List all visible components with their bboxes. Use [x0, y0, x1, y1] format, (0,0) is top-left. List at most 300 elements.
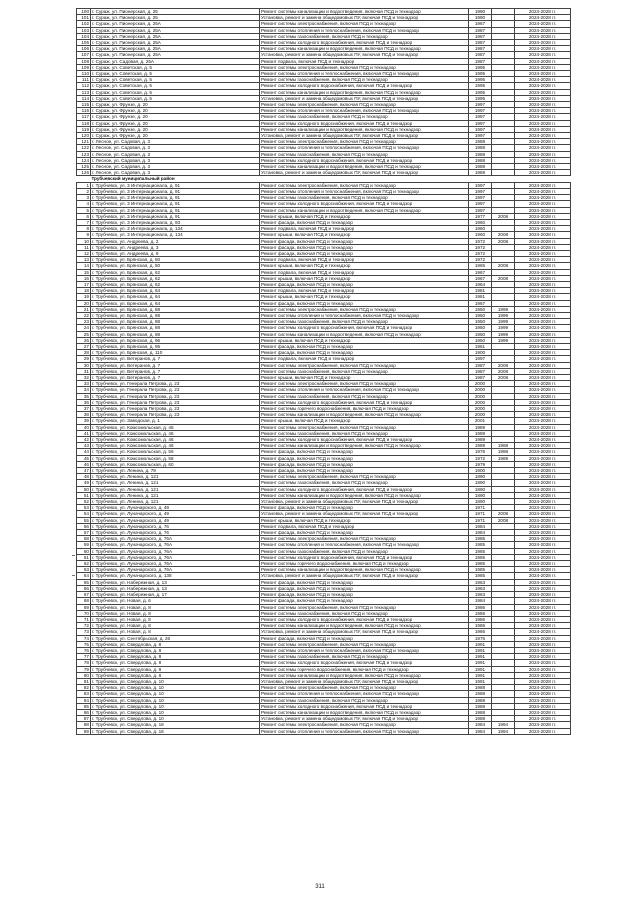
- row-number: 30: [77, 362, 91, 368]
- planned-period-cell: 2024-2028 гг.: [515, 275, 571, 281]
- row-number: 70: [77, 610, 91, 616]
- build-year-cell: 1972: [469, 238, 492, 244]
- build-year-cell: 1984: [469, 598, 492, 604]
- address-cell: г. Трубчевск, ул. Генерала Петрова, д. 23: [91, 393, 260, 399]
- planned-period-cell: 2024-2028 гг.: [515, 238, 571, 244]
- work-type-cell: Ремонт системы канализации и водоотведения, включая ПСД и технадзор: [260, 46, 469, 52]
- address-cell: г. Трубчевск, ул. 3 Интернационала, д. 91: [91, 213, 260, 219]
- build-year-cell: 1985: [469, 561, 492, 567]
- address-cell: г. Сураж, ул. Фрунзе, д. 20: [91, 126, 260, 132]
- schedule-table: [76, 8, 571, 735]
- planned-period-cell: 2024-2028 гг.: [515, 337, 571, 343]
- planned-period-cell: 2024-2028 гг.: [515, 269, 571, 275]
- planned-period-cell: 2024-2028 гг.: [515, 164, 571, 170]
- planned-period-cell: 2024-2028 гг.: [515, 64, 571, 70]
- row-number: 12: [77, 250, 91, 256]
- build-year-cell: 1971: [469, 505, 492, 511]
- work-type-cell: Установка, ремонт и замена общедомовых ПУ, включая ПСД и технадзор: [260, 52, 469, 58]
- address-cell: г. Трубчевск, ул. Свердлова, д. 18: [91, 728, 260, 734]
- row-number: 1: [77, 182, 91, 188]
- planned-period-cell: 2024-2028 гг.: [515, 58, 571, 64]
- work-type-cell: Ремонт системы газоснабжения, включая ПСД и технадзор: [260, 697, 469, 703]
- row-number: 103: [77, 27, 91, 33]
- address-cell: г. Трубчевск, ул. Комсомольская, д. 46: [91, 443, 260, 449]
- build-year-cell: 1964: [469, 281, 492, 287]
- address-cell: г. Трубчевск, ул. Генерала Петрова, д. 23: [91, 412, 260, 418]
- address-cell: г. Сураж, ул. Пионерская, д. 25: [91, 15, 260, 21]
- build-year-cell: 1988: [469, 703, 492, 709]
- planned-period-cell: 2024-2028 гг.: [515, 703, 571, 709]
- address-cell: г. Трубчевск, ул. 3 Интернационала, д. 93: [91, 219, 260, 225]
- build-year-cell: 1991: [469, 666, 492, 672]
- planned-period-cell: 2024-2028 гг.: [515, 660, 571, 666]
- planned-period-cell: 2024-2028 гг.: [515, 728, 571, 734]
- last-repair-year-cell: 2008: [492, 263, 515, 269]
- address-cell: г. Трубчевск, ул. Андреева, д. 9: [91, 250, 260, 256]
- row-number: 66: [77, 585, 91, 591]
- planned-period-cell: 2024-2028 гг.: [515, 21, 571, 27]
- work-type-cell: Ремонт системы электроснабжения, включая ПСД и технадзор: [260, 604, 469, 610]
- address-cell: г. Трубчевск, ул. Новая, д. 8: [91, 616, 260, 622]
- planned-period-cell: 2024-2028 гг.: [515, 102, 571, 108]
- work-type-cell: Ремонт системы отопления и теплоснабжения, включая ПСД и технадзор: [260, 145, 469, 151]
- row-number: 54: [77, 511, 91, 517]
- row-number: 65: [77, 579, 91, 585]
- work-type-cell: Ремонт фасада, включая ПСД и технадзор: [260, 449, 469, 455]
- address-cell: г. Трубчевск, ул. 3 Интернационала, д. 91: [91, 188, 260, 194]
- build-year-cell: 1987: [469, 374, 492, 380]
- address-cell: г. Трубчевск, ул. Комсомольская, д. 46: [91, 437, 260, 443]
- planned-period-cell: 2024-2028 гг.: [515, 201, 571, 207]
- row-number: 69: [77, 604, 91, 610]
- work-type-cell: Ремонт системы электроснабжения, включая ПСД и технадзор: [260, 424, 469, 430]
- address-cell: г. Трубчевск, ул. Новая, д. 8: [91, 629, 260, 635]
- work-type-cell: Ремонт системы газоснабжения, включая ПСД и технадзор: [260, 151, 469, 157]
- row-number: 75: [77, 641, 91, 647]
- build-year-cell: 2001: [469, 418, 492, 424]
- work-type-cell: Ремонт системы горячего водоснабжения, включая ПСД и технадзор: [260, 406, 469, 412]
- build-year-cell: 1995: [469, 64, 492, 70]
- work-type-cell: Ремонт фасада, включая ПСД и технадзор: [260, 219, 469, 225]
- build-year-cell: 1987: [469, 368, 492, 374]
- planned-period-cell: 2024-2028 гг.: [515, 561, 571, 567]
- address-cell: г. Сураж, ул. Фрунзе, д. 20: [91, 120, 260, 126]
- work-type-cell: Ремонт крыши, включая ПСД и технадзор: [260, 294, 469, 300]
- address-cell: г. Трубчевск, ул. Генерала Петрова, д. 23: [91, 387, 260, 393]
- address-cell: г. Трубчевск, ул. Свердлова, д. 8: [91, 654, 260, 660]
- row-number: 42: [77, 437, 91, 443]
- build-year-cell: 1890: [469, 474, 492, 480]
- row-number: 11: [77, 244, 91, 250]
- margin-mark: [72, 575, 75, 576]
- planned-period-cell: 2024-2028 гг.: [515, 120, 571, 126]
- planned-period-cell: 2024-2028 гг.: [515, 468, 571, 474]
- work-type-cell: Установка, ремонт и замена общедомовых ПУ, включая ПСД и технадзор: [260, 716, 469, 722]
- row-number: 23: [77, 319, 91, 325]
- work-type-cell: Ремонт системы газоснабжения, включая ПСД и технадзор: [260, 393, 469, 399]
- work-type-cell: Ремонт крыши, включая ПСД и технадзор: [260, 263, 469, 269]
- planned-period-cell: 2024-2028 гг.: [515, 480, 571, 486]
- work-type-cell: Ремонт системы горячего водоснабжения, включая ПСД и технадзор: [260, 561, 469, 567]
- planned-period-cell: 2024-2028 гг.: [515, 381, 571, 387]
- build-year-cell: 1986: [469, 629, 492, 635]
- row-number: 126: [77, 170, 91, 176]
- planned-period-cell: 2024-2028 гг.: [515, 616, 571, 622]
- row-number: 22: [77, 312, 91, 318]
- work-type-cell: Ремонт системы холодного водоснабжения, включая ПСД и технадзор: [260, 554, 469, 560]
- work-type-cell: Ремонт системы канализации и водоотведения, включая ПСД и технадзор: [260, 126, 469, 132]
- work-type-cell: Ремонт системы отопления и теплоснабжения, включая ПСД и технадзор: [260, 188, 469, 194]
- work-type-cell: Ремонт фасада, включая ПСД и технадзор: [260, 579, 469, 585]
- address-cell: г. Трубчевск, ул. Брянская, д. 50: [91, 263, 260, 269]
- row-number: 18: [77, 288, 91, 294]
- address-cell: г. Трубчевск, ул. Брянская, д. 64: [91, 300, 260, 306]
- work-type-cell: Ремонт системы холодного водоснабжения, включая ПСД и технадзор: [260, 486, 469, 492]
- address-cell: г. Трубчевск, ул. Набережная, д. 13: [91, 579, 260, 585]
- planned-period-cell: 2024-2028 гг.: [515, 666, 571, 672]
- planned-period-cell: 2024-2028 гг.: [515, 709, 571, 715]
- planned-period-cell: 2024-2028 гг.: [515, 288, 571, 294]
- address-cell: г. Трубчевск, ул. Генерала Петрова, д. 23: [91, 381, 260, 387]
- planned-period-cell: 2024-2028 гг.: [515, 678, 571, 684]
- last-repair-year-cell: 2008: [492, 511, 515, 517]
- planned-period-cell: 2024-2028 гг.: [515, 356, 571, 362]
- planned-period-cell: 2024-2028 гг.: [515, 598, 571, 604]
- planned-period-cell: 2024-2028 гг.: [515, 188, 571, 194]
- planned-period-cell: 2024-2028 гг.: [515, 567, 571, 573]
- row-number: 53: [77, 505, 91, 511]
- build-year-cell: 1997: [469, 188, 492, 194]
- row-number: 125: [77, 164, 91, 170]
- address-cell: г. Трубчевск, ул. Ветеранов, д. 7: [91, 374, 260, 380]
- planned-period-cell: 2024-2028 гг.: [515, 71, 571, 77]
- planned-period-cell: 2024-2028 гг.: [515, 530, 571, 536]
- row-number: 31: [77, 368, 91, 374]
- build-year-cell: 1981: [469, 294, 492, 300]
- work-type-cell: Ремонт системы холодного водоснабжения, включая ПСД и технадзор: [260, 40, 469, 46]
- row-number: 119: [77, 126, 91, 132]
- row-number: 117: [77, 114, 91, 120]
- work-type-cell: Ремонт фасада, включая ПСД и технадзор: [260, 585, 469, 591]
- last-repair-year-cell: 1999: [492, 325, 515, 331]
- work-type-cell: Ремонт системы канализации и водоотведения, включая ПСД и технадзор: [260, 672, 469, 678]
- address-cell: г. Трубчевск, ул. Брянская, д. 88: [91, 325, 260, 331]
- work-type-cell: Ремонт системы канализации и водоотведения, включая ПСД и технадзор: [260, 89, 469, 95]
- row-number: 15: [77, 269, 91, 275]
- row-number: 25: [77, 331, 91, 337]
- section-heading-trubchevsk: Трубчевский муниципальный район: [91, 176, 571, 182]
- planned-period-cell: 2024-2028 гг.: [515, 418, 571, 424]
- address-cell: г. Лесное, ул. Садовая, д. 3: [91, 164, 260, 170]
- work-type-cell: Ремонт системы холодного водоснабжения, включая ПСД и технадзор: [260, 399, 469, 405]
- build-year-cell: 2000: [469, 412, 492, 418]
- work-type-cell: Ремонт системы холодного водоснабжения, включая ПСД и технадзор: [260, 83, 469, 89]
- build-year-cell: 1971: [469, 511, 492, 517]
- address-cell: г. Трубчевск, ул. Комсомольская, д. 60: [91, 461, 260, 467]
- build-year-cell: 1988: [469, 145, 492, 151]
- address-cell: г. Сураж, ул. Советская, д. 5: [91, 77, 260, 83]
- work-type-cell: Ремонт подвала, включая ПСД и технадзор: [260, 226, 469, 232]
- address-cell: г. Лесное, ул. Садовая, д. 3: [91, 170, 260, 176]
- work-type-cell: Ремонт системы холодного водоснабжения, включая ПСД и технадзор: [260, 437, 469, 443]
- planned-period-cell: 2024-2028 гг.: [515, 393, 571, 399]
- build-year-cell: 1972: [469, 244, 492, 250]
- row-number: 86: [77, 709, 91, 715]
- address-cell: г. Сураж, ул. Садовая, д. 25А: [91, 58, 260, 64]
- margin-mark: [72, 555, 75, 556]
- work-type-cell: Ремонт системы газоснабжения, включая ПСД и технадзор: [260, 654, 469, 660]
- build-year-cell: 2000: [469, 406, 492, 412]
- build-year-cell: 1986: [469, 623, 492, 629]
- row-number: 35: [77, 393, 91, 399]
- build-year-cell: 1950: [469, 331, 492, 337]
- work-type-cell: Установка, ремонт и замена общедомовых ПУ, включая ПСД и технадзор: [260, 95, 469, 101]
- row-number: 62: [77, 561, 91, 567]
- address-cell: г. Лесное, ул. Садовая, д. 3: [91, 145, 260, 151]
- work-type-cell: Ремонт фасада, включая ПСД и технадзор: [260, 468, 469, 474]
- planned-period-cell: 2024-2028 гг.: [515, 300, 571, 306]
- address-cell: г. Трубчевск, ул. 3 Интернационала, д. 91: [91, 201, 260, 207]
- last-repair-year-cell: 1989: [492, 455, 515, 461]
- address-cell: г. Трубчевск, ул. Свердлова, д. 10: [91, 697, 260, 703]
- work-type-cell: Ремонт подвала, включая ПСД и технадзор: [260, 58, 469, 64]
- planned-period-cell: 2024-2028 гг.: [515, 685, 571, 691]
- build-year-cell: 2000: [469, 381, 492, 387]
- work-type-cell: Ремонт системы газоснабжения, включая ПСД и технадзор: [260, 480, 469, 486]
- work-type-cell: Ремонт фасада, включая ПСД и технадзор: [260, 250, 469, 256]
- work-type-cell: Ремонт системы холодного водоснабжения, включая ПСД и технадзор: [260, 120, 469, 126]
- build-year-cell: 1997: [469, 114, 492, 120]
- last-repair-year-cell: 2008: [492, 275, 515, 281]
- build-year-cell: 1991: [469, 678, 492, 684]
- page-number: 311: [315, 884, 325, 890]
- build-year-cell: 1991: [469, 647, 492, 653]
- work-type-cell: Ремонт крыши, включая ПСД и технадзор: [260, 374, 469, 380]
- work-type-cell: Ремонт системы канализации и водоотведения, включая ПСД и технадзор: [260, 443, 469, 449]
- planned-period-cell: 2024-2028 гг.: [515, 499, 571, 505]
- build-year-cell: 1984: [469, 530, 492, 536]
- address-cell: г. Трубчевск, ул. Свердлова, д. 8: [91, 660, 260, 666]
- row-number: 82: [77, 685, 91, 691]
- address-cell: г. Трубчевск, ул. Брянская, д. 62: [91, 281, 260, 287]
- work-type-cell: Установка, ремонт и замена общедомовых ПУ, включая ПСД и технадзор: [260, 133, 469, 139]
- address-cell: г. Трубчевск, ул. Луначарского, д. 76А: [91, 561, 260, 567]
- planned-period-cell: 2024-2028 гг.: [515, 139, 571, 145]
- build-year-cell: 1988: [469, 716, 492, 722]
- build-year-cell: 1990: [469, 15, 492, 21]
- planned-period-cell: 2024-2028 гг.: [515, 33, 571, 39]
- planned-period-cell: 2024-2028 гг.: [515, 9, 571, 15]
- address-cell: г. Сураж, ул. Советская, д. 5: [91, 71, 260, 77]
- address-cell: г. Трубчевск, ул. Комсомольская, д. 46: [91, 430, 260, 436]
- planned-period-cell: 2024-2028 гг.: [515, 52, 571, 58]
- build-year-cell: 1960: [469, 226, 492, 232]
- table-section-suraj: [77, 9, 571, 176]
- row-number: 109: [77, 64, 91, 70]
- planned-period-cell: 2024-2028 гг.: [515, 449, 571, 455]
- planned-period-cell: 2024-2028 гг.: [515, 46, 571, 52]
- row-number: 100: [77, 9, 91, 15]
- planned-period-cell: 2024-2028 гг.: [515, 263, 571, 269]
- planned-period-cell: 2024-2028 гг.: [515, 95, 571, 101]
- address-cell: г. Трубчевск, ул. Брянская, д. 62: [91, 269, 260, 275]
- build-year-cell: 1965: [469, 263, 492, 269]
- work-type-cell: Установка, ремонт и замена общедомовых ПУ, включая ПСД и технадзор: [260, 629, 469, 635]
- address-cell: г. Трубчевск, ул. Брянская, д. 96: [91, 343, 260, 349]
- row-number: 59: [77, 542, 91, 548]
- work-type-cell: Ремонт системы газоснабжения, включая ПСД и технадзор: [260, 368, 469, 374]
- address-cell: г. Трубчевск, ул. Андреева, д. 2: [91, 238, 260, 244]
- build-year-cell: 1971: [469, 517, 492, 523]
- build-year-cell: 1995: [469, 83, 492, 89]
- row-number: 41: [77, 430, 91, 436]
- address-cell: г. Трубчевск, ул. Ветеранов, д. 7: [91, 368, 260, 374]
- row-number: 20: [77, 300, 91, 306]
- planned-period-cell: 2024-2028 гг.: [515, 213, 571, 219]
- planned-period-cell: 2024-2028 гг.: [515, 114, 571, 120]
- address-cell: г. Сураж, ул. Фрунзе, д. 20: [91, 108, 260, 114]
- work-type-cell: Ремонт системы холодного водоснабжения, включая ПСД и технадзор: [260, 660, 469, 666]
- row-number: 107: [77, 52, 91, 58]
- build-year-cell: 1985: [469, 567, 492, 573]
- build-year-cell: 1997: [469, 207, 492, 213]
- build-year-cell: 1976: [469, 449, 492, 455]
- work-type-cell: Ремонт крыши, включая ПСД и технадзор: [260, 418, 469, 424]
- planned-period-cell: 2024-2028 гг.: [515, 83, 571, 89]
- planned-period-cell: 2024-2028 гг.: [515, 306, 571, 312]
- work-type-cell: Ремонт системы канализации и водоотведения, включая ПСД и технадзор: [260, 9, 469, 15]
- row-number: 105: [77, 40, 91, 46]
- row-number: 47: [77, 468, 91, 474]
- build-year-cell: 1995: [469, 95, 492, 101]
- work-type-cell: Ремонт системы холодного водоснабжения, включая ПСД и технадзор: [260, 325, 469, 331]
- build-year-cell: 1890: [469, 486, 492, 492]
- build-year-cell: 1984: [469, 728, 492, 734]
- work-type-cell: Ремонт фасада, включая ПСД и технадзор: [260, 238, 469, 244]
- build-year-cell: 1984: [469, 523, 492, 529]
- row-number: 55: [77, 517, 91, 523]
- row-number: 26: [77, 337, 91, 343]
- work-type-cell: Ремонт подвала, включая ПСД и технадзор: [260, 257, 469, 263]
- address-cell: г. Трубчевск, ул. Свердлова, д. 8: [91, 647, 260, 653]
- work-type-cell: Ремонт системы газоснабжения, включая ПСД и технадзор: [260, 195, 469, 201]
- address-cell: г. Трубчевск, ул. Луначарского, д. 49: [91, 505, 260, 511]
- row-number: 72: [77, 623, 91, 629]
- work-type-cell: Ремонт системы отопления и теплоснабжения, включая ПСД и технадзор: [260, 108, 469, 114]
- planned-period-cell: 2024-2028 гг.: [515, 325, 571, 331]
- row-number: 10: [77, 238, 91, 244]
- row-number: 33: [77, 381, 91, 387]
- table-section-trubchevsk: [77, 182, 571, 734]
- address-cell: г. Сураж, ул. Пионерская, д. 25А: [91, 52, 260, 58]
- address-cell: г. Трубчевск, ул. Ленина, д. 121: [91, 492, 260, 498]
- address-cell: г. Трубчевск, ул. 3 Интернационала, д. 91: [91, 207, 260, 213]
- address-cell: г. Трубчевск, ул. Новая, д. 6: [91, 598, 260, 604]
- work-type-cell: Ремонт системы отопления и теплоснабжения, включая ПСД и технадзор: [260, 387, 469, 393]
- work-type-cell: Установка, ремонт и замена общедомовых ПУ, включая ПСД и технадзор: [260, 170, 469, 176]
- build-year-cell: 1963: [469, 585, 492, 591]
- planned-period-cell: 2024-2028 гг.: [515, 592, 571, 598]
- address-cell: г. Трубчевск, ул. Новая, д. 8: [91, 604, 260, 610]
- build-year-cell: 1988: [469, 697, 492, 703]
- row-number: 44: [77, 449, 91, 455]
- build-year-cell: 1989: [469, 430, 492, 436]
- work-type-cell: Ремонт системы электроснабжения, включая ПСД и технадзор: [260, 306, 469, 312]
- address-cell: г. Трубчевск, ул. Комсомольская, д. 56: [91, 449, 260, 455]
- address-cell: г. Сураж, ул. Пионерская, д. 25А: [91, 33, 260, 39]
- row-number: 112: [77, 83, 91, 89]
- build-year-cell: 1967: [469, 300, 492, 306]
- address-cell: г. Сураж, ул. Пионерская, д. 25А: [91, 27, 260, 33]
- work-type-cell: Установка, ремонт и замена общедомовых ПУ, включая ПСД и технадзор: [260, 511, 469, 517]
- row-number: 13: [77, 257, 91, 263]
- row-number: 110: [77, 71, 91, 77]
- planned-period-cell: 2024-2028 гг.: [515, 412, 571, 418]
- address-cell: г. Трубчевск, ул. Брянская, д. 88: [91, 319, 260, 325]
- row-number: 101: [77, 15, 91, 21]
- work-type-cell: Ремонт фасада, включая ПСД и технадзор: [260, 455, 469, 461]
- work-type-cell: Ремонт системы канализации и водоотведения, включая ПСД и технадзор: [260, 164, 469, 170]
- planned-period-cell: 2024-2028 гг.: [515, 362, 571, 368]
- address-cell: г. Трубчевск, ул. Луначарского, д. 76А: [91, 536, 260, 542]
- address-cell: г. Лесное, ул. Садовая, д. 3: [91, 139, 260, 145]
- last-repair-year-cell: 2008: [492, 362, 515, 368]
- planned-period-cell: 2024-2028 гг.: [515, 182, 571, 188]
- address-cell: г. Сураж, ул. Пионерская, д. 25А: [91, 40, 260, 46]
- build-year-cell: 1987: [469, 58, 492, 64]
- build-year-cell: 1950: [469, 306, 492, 312]
- build-year-cell: 1988: [469, 139, 492, 145]
- planned-period-cell: 2024-2028 гг.: [515, 244, 571, 250]
- build-year-cell: 1991: [469, 660, 492, 666]
- build-year-cell: 1987: [469, 362, 492, 368]
- work-type-cell: Ремонт фасада, включая ПСД и технадзор: [260, 350, 469, 356]
- row-number: 64: [77, 573, 91, 579]
- build-year-cell: 2000: [469, 387, 492, 393]
- planned-period-cell: 2024-2028 гг.: [515, 145, 571, 151]
- row-number: 68: [77, 598, 91, 604]
- work-type-cell: Ремонт системы канализации и водоотведения, включая ПСД и технадзор: [260, 331, 469, 337]
- planned-period-cell: 2024-2028 гг.: [515, 399, 571, 405]
- planned-period-cell: 2024-2028 гг.: [515, 554, 571, 560]
- build-year-cell: 1987: [469, 46, 492, 52]
- row-number: 43: [77, 443, 91, 449]
- work-type-cell: Ремонт системы отопления и теплоснабжения, включая ПСД и технадзор: [260, 542, 469, 548]
- row-number: 67: [77, 592, 91, 598]
- work-type-cell: Ремонт системы электроснабжения, включая ПСД и технадзор: [260, 64, 469, 70]
- address-cell: г. Трубчевск, ул. Заводская, д. 1: [91, 418, 260, 424]
- row-number: 51: [77, 492, 91, 498]
- planned-period-cell: 2024-2028 гг.: [515, 281, 571, 287]
- address-cell: г. Трубчевск, ул. Комсомольская, д. 58: [91, 455, 260, 461]
- build-year-cell: 1900: [469, 350, 492, 356]
- planned-period-cell: 2024-2028 гг.: [515, 170, 571, 176]
- build-year-cell: 1890: [469, 499, 492, 505]
- row-number: 61: [77, 554, 91, 560]
- build-year-cell: 1991: [469, 672, 492, 678]
- address-cell: г. Трубчевск, ул. 3 Интернационала, д. 134: [91, 226, 260, 232]
- work-type-cell: Ремонт системы электроснабжения, включая ПСД и технадзор: [260, 381, 469, 387]
- address-cell: г. Сураж, ул. Пионерская, д. 25А: [91, 21, 260, 27]
- planned-period-cell: 2024-2028 гг.: [515, 455, 571, 461]
- build-year-cell: 1989: [469, 437, 492, 443]
- build-year-cell: 1967: [469, 275, 492, 281]
- work-type-cell: Ремонт системы электроснабжения, включая ПСД и технадзор: [260, 536, 469, 542]
- build-year-cell: 1985: [469, 542, 492, 548]
- build-year-cell: 1900: [469, 468, 492, 474]
- address-cell: г. Трубчевск, ул. Ленина, д. 79: [91, 468, 260, 474]
- build-year-cell: 1977: [469, 213, 492, 219]
